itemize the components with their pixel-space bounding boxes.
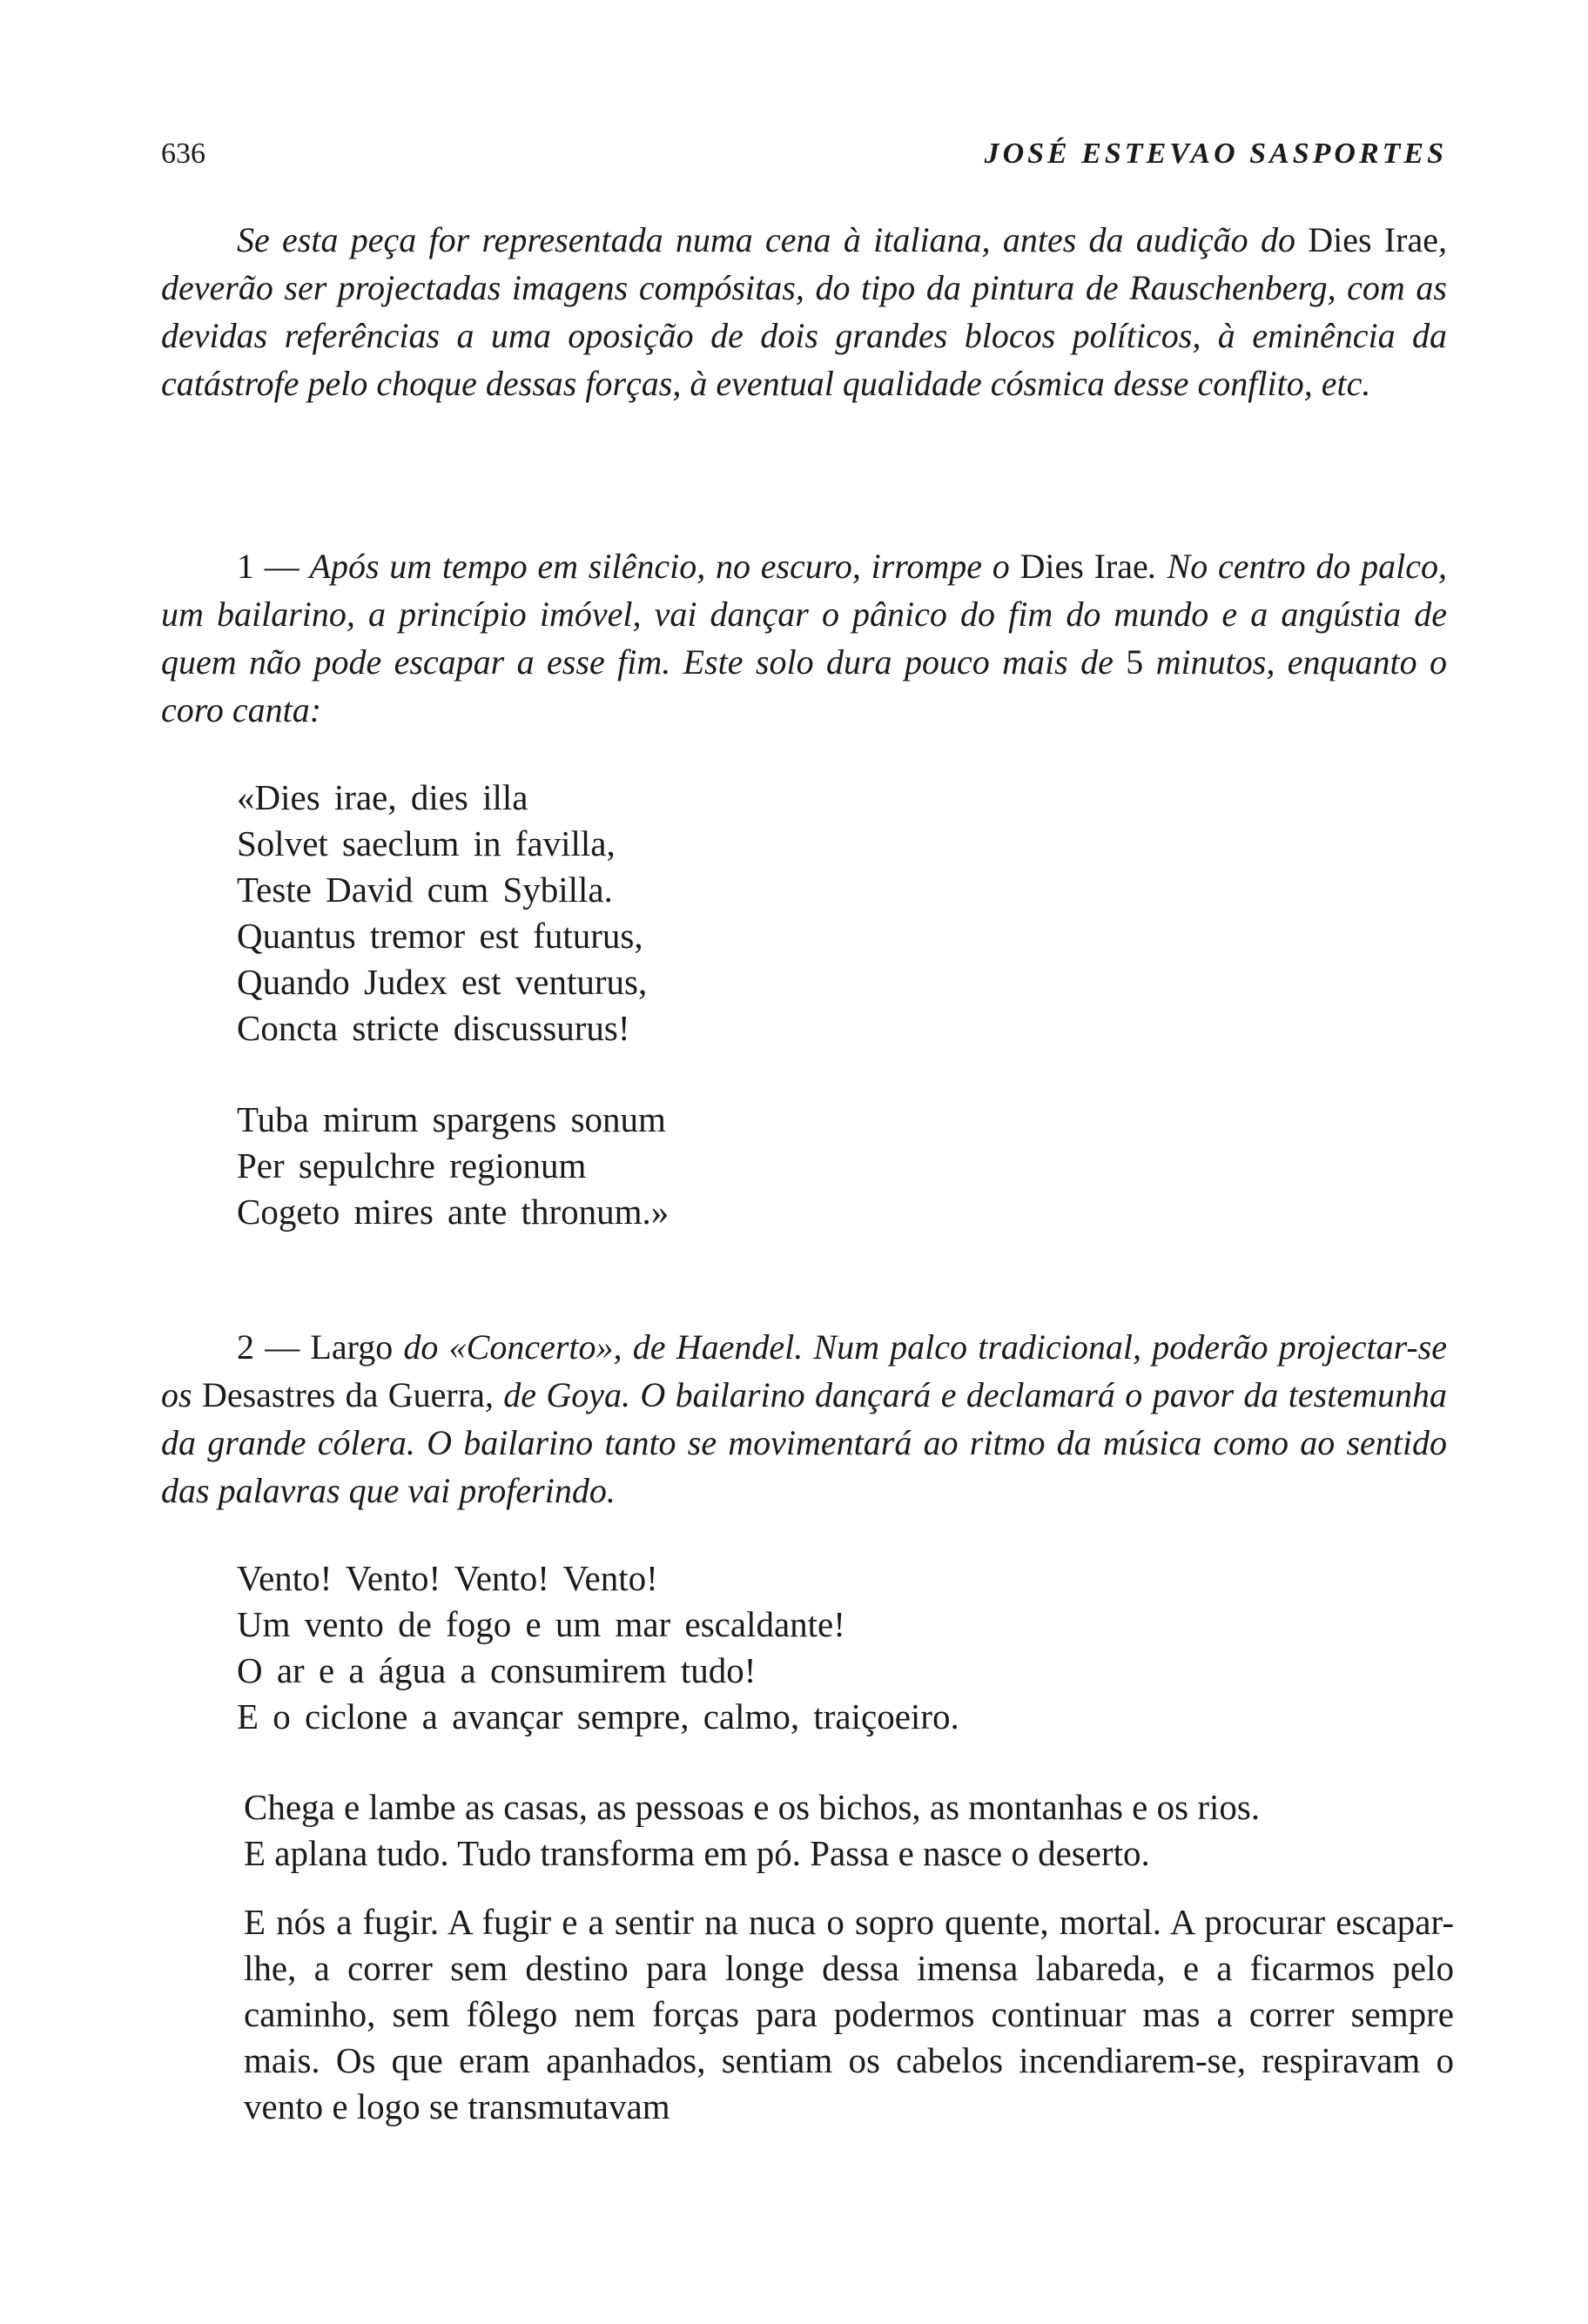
page-header <box>161 138 1447 181</box>
verse-line: Quando Judex est venturus, <box>237 962 648 1002</box>
running-head: JOSÉ ESTEVAO SASPORTES <box>984 138 1447 170</box>
verse-line: O ar e a água a consumirem tudo! <box>237 1650 757 1690</box>
declamation-paragraph <box>244 1899 1454 2130</box>
section-1-text: 1 — Após um tempo em silêncio, no escuro, irrompe o Dies Irae. No centro do palco, um bailarino, a princípio imóvel, vai dançar o pânico do fim do mundo e a angústia de quem não pode escapar a esse fim. Este solo dura pouco mais de 5 minutos, enquanto o coro canta: <box>161 547 1448 729</box>
prose-paragraph: E nós a fugir. A fugir e a sentir na nuca o sopro quente, mortal. A procurar escapar-lhe, a correr sem destino para longe dessa imensa labareda, e a ficarmos pelo caminho, sem fôlego nem forças para podermos continuar mas a correr sempre mais. Os que eram apanhados, sentiam os cabelos incendiarem-se, respiravam o vento e logo se transmutavam <box>244 1902 1454 2126</box>
latin-verse-stanza-1 <box>237 775 647 1051</box>
intro-paragraph <box>161 216 1447 407</box>
verse-line: «Dies irae, dies illa <box>237 777 528 817</box>
verse-line: E o ciclone a avançar sempre, calmo, traiçoeiro. <box>237 1696 959 1736</box>
verse-line: Concta stricte discussurus! <box>237 1008 630 1048</box>
verse-line: Vento! Vento! Vento! Vento! <box>237 1558 658 1598</box>
section-2-text: 2 — Largo do «Concerto», de Haendel. Num palco tradicional, poderão projectar-se os Desastres da Guerra, de Goya. O bailarino dançará e declamará o pavor da testemunha da grande cólera. O bailarino tanto se movimentará ao ritmo da música como ao sentido das palavras que vai proferindo. <box>161 1327 1447 1510</box>
declamation-stanza-1 <box>237 1555 959 1740</box>
verse-line: Quantus tremor est futurus, <box>237 916 643 956</box>
verse-line: Tuba mirum spargens sonum <box>237 1099 666 1139</box>
section-2-paragraph <box>161 1323 1447 1515</box>
section-1-paragraph <box>161 542 1447 734</box>
declamation-stanza-2 <box>244 1784 1454 1877</box>
verse-line: Um vento de fogo e um mar escaldante! <box>237 1604 845 1644</box>
prose-line: E aplana tudo. Tudo transforma em pó. Passa e nasce o deserto. <box>244 1833 1150 1873</box>
latin-verse-stanza-2 <box>237 1097 669 1235</box>
verse-line: Cogeto mires ante thronum.» <box>237 1192 670 1232</box>
verse-line: Per sepulchre regionum <box>237 1145 587 1186</box>
verse-line: Solvet saeclum in favilla, <box>237 823 616 863</box>
page-number: 636 <box>161 138 205 170</box>
prose-line: Chega e lambe as casas, as pessoas e os bichos, as montanhas e os rios. <box>244 1787 1261 1827</box>
intro-text: Se esta peça for representada numa cena à italiana, antes da audição do Dies Irae, deverão ser projectadas imagens compósitas, do tipo da pintura de Rauschenberg, com as devidas referências a uma oposição de dois grandes blocos políticos, à eminência da catástrofe pelo choque dessas forças, à eventual qualidade cósmica desse conflito, etc. <box>161 220 1447 403</box>
verse-line: Teste David cum Sybilla. <box>237 870 613 910</box>
